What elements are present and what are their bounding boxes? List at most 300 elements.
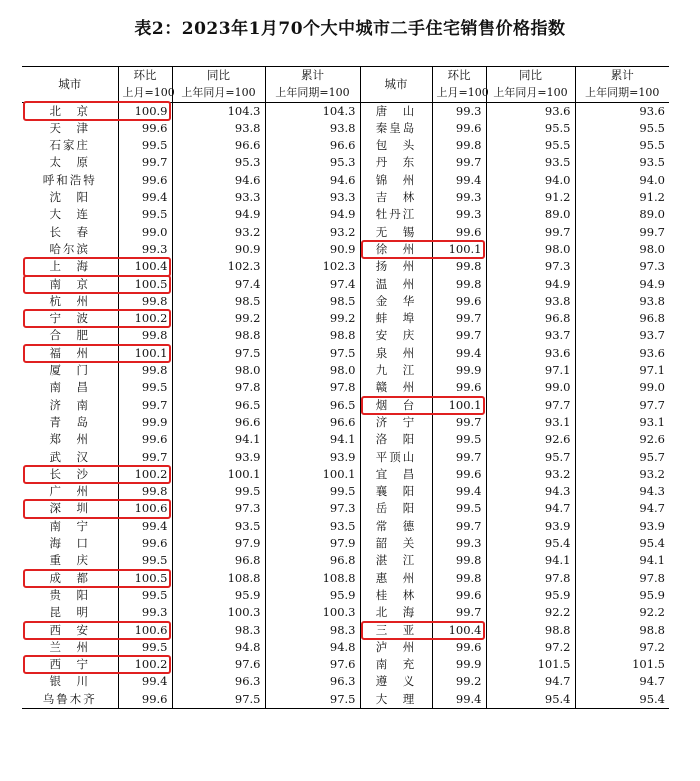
city-name-left: 银 川 xyxy=(22,673,118,690)
yoy-value-right: 95.5 xyxy=(486,120,575,137)
yoy-value-left: 102.3 xyxy=(172,258,265,275)
table-row xyxy=(22,500,669,517)
table-row xyxy=(22,483,669,500)
city-name-right: 惠 州 xyxy=(360,570,432,587)
table-row xyxy=(22,293,669,310)
cum-value-left: 97.3 xyxy=(265,500,360,517)
city-name-left: 西 宁 xyxy=(22,656,118,673)
table-row xyxy=(22,673,669,690)
yoy-value-left: 94.6 xyxy=(172,172,265,189)
cum-value-left: 108.8 xyxy=(265,570,360,587)
mom-value-right: 99.8 xyxy=(432,258,486,275)
yoy-value-right: 94.9 xyxy=(486,276,575,293)
cum-value-right: 97.3 xyxy=(639,259,665,274)
table-row xyxy=(22,466,669,483)
city-name-right: 宜 昌 xyxy=(360,466,432,483)
table-row xyxy=(22,379,669,396)
cum-value-right: 96.8 xyxy=(639,311,665,326)
yoy-value-left: 94.9 xyxy=(172,206,265,223)
city-name-left: 广 州 xyxy=(22,483,118,500)
header-city-right: 城市 xyxy=(360,67,432,103)
yoy-value-right: 95.7 xyxy=(486,449,575,466)
header-cum-right: 累计 xyxy=(575,67,669,85)
yoy-value-left: 96.3 xyxy=(172,673,265,690)
yoy-value-left: 93.2 xyxy=(172,224,265,241)
city-name-right: 无 锡 xyxy=(360,224,432,241)
cum-value-left: 94.8 xyxy=(265,639,360,656)
city-name-right: 吉 林 xyxy=(360,189,432,206)
cum-value-right: 99.0 xyxy=(639,380,665,395)
cum-value-left: 98.3 xyxy=(265,622,360,639)
cum-value-left: 96.6 xyxy=(265,414,360,431)
cum-value-left: 94.6 xyxy=(265,172,360,189)
cum-value-left: 97.8 xyxy=(265,379,360,396)
yoy-value-right: 96.8 xyxy=(486,310,575,327)
city-name-right: 徐 州 xyxy=(360,241,432,258)
cum-value-left: 97.9 xyxy=(265,535,360,552)
cum-value-left: 96.8 xyxy=(265,552,360,569)
yoy-value-right: 93.7 xyxy=(486,327,575,344)
mom-value-right: 99.7 xyxy=(432,604,486,621)
table-row xyxy=(22,310,669,327)
subheader-cum-right: 上年同期=100 xyxy=(575,84,669,102)
cum-value-right: 92.6 xyxy=(639,432,665,447)
mom-value-right: 100.1 xyxy=(432,397,486,414)
cum-value-left: 95.9 xyxy=(265,587,360,604)
city-name-left: 青 岛 xyxy=(22,414,118,431)
mom-value-left: 99.6 xyxy=(118,691,172,709)
mom-value-right: 99.7 xyxy=(432,310,486,327)
city-name-left: 哈尔滨 xyxy=(22,241,118,258)
table-row xyxy=(22,137,669,154)
table-row xyxy=(22,691,669,709)
cum-value-left: 98.8 xyxy=(265,327,360,344)
cum-value-left: 97.5 xyxy=(265,691,360,709)
city-name-left: 上 海 xyxy=(22,258,118,275)
city-name-left: 杭 州 xyxy=(22,293,118,310)
cum-value-right: 98.8 xyxy=(639,622,665,637)
cum-value-right: 94.7 xyxy=(639,501,665,516)
yoy-value-left: 97.6 xyxy=(172,656,265,673)
yoy-value-left: 93.8 xyxy=(172,120,265,137)
table-row xyxy=(22,604,669,621)
mom-value-left: 99.5 xyxy=(118,206,172,223)
table-row xyxy=(22,362,669,379)
city-name-left: 成 都 xyxy=(22,570,118,587)
cum-value-right: 97.8 xyxy=(639,570,665,585)
yoy-value-right: 97.7 xyxy=(486,397,575,414)
yoy-value-left: 97.3 xyxy=(172,500,265,517)
yoy-value-right: 98.8 xyxy=(486,622,575,639)
subheader-cum-left: 上年同期=100 xyxy=(265,84,360,102)
yoy-value-right: 92.6 xyxy=(486,431,575,448)
mom-value-left: 99.0 xyxy=(118,224,172,241)
cum-value-right: 95.4 xyxy=(639,536,665,551)
page-title: 表2：2023年1月70个大中城市二手住宅销售价格指数 xyxy=(134,19,566,39)
city-name-left: 西 安 xyxy=(22,622,118,639)
cum-value-left: 99.2 xyxy=(265,310,360,327)
table-row xyxy=(22,639,669,656)
cum-value-right: 94.7 xyxy=(639,674,665,689)
city-name-right: 大 理 xyxy=(360,691,432,709)
city-name-left: 厦 门 xyxy=(22,362,118,379)
city-name-left: 兰 州 xyxy=(22,639,118,656)
cum-value-right: 94.1 xyxy=(639,553,665,568)
mom-value-left: 99.8 xyxy=(118,293,172,310)
mom-value-left: 99.5 xyxy=(118,639,172,656)
table-row xyxy=(22,154,669,171)
yoy-value-left: 108.8 xyxy=(172,570,265,587)
table-row xyxy=(22,189,669,206)
mom-value-right: 99.8 xyxy=(432,276,486,293)
mom-value-right: 99.6 xyxy=(432,639,486,656)
yoy-value-left: 93.3 xyxy=(172,189,265,206)
yoy-value-left: 97.4 xyxy=(172,276,265,293)
mom-value-left: 100.2 xyxy=(118,466,172,483)
city-name-left: 海 口 xyxy=(22,535,118,552)
cum-value-right: 93.9 xyxy=(639,518,665,533)
yoy-value-left: 99.5 xyxy=(172,483,265,500)
cum-value-right: 91.2 xyxy=(639,190,665,205)
city-name-left: 贵 阳 xyxy=(22,587,118,604)
mom-value-right: 99.8 xyxy=(432,570,486,587)
city-name-left: 深 圳 xyxy=(22,500,118,517)
city-name-left: 长 春 xyxy=(22,224,118,241)
table-row xyxy=(22,102,669,120)
cum-value-left: 102.3 xyxy=(265,258,360,275)
mom-value-right: 99.3 xyxy=(432,189,486,206)
mom-value-left: 99.4 xyxy=(118,673,172,690)
subheader-yoy-left: 上年同月=100 xyxy=(172,84,265,102)
city-name-right: 九 江 xyxy=(360,362,432,379)
subheader-mom-right: 上月=100 xyxy=(432,84,486,102)
table-row xyxy=(22,241,669,258)
mom-value-left: 100.5 xyxy=(118,276,172,293)
city-name-left: 郑 州 xyxy=(22,431,118,448)
mom-value-left: 99.6 xyxy=(118,172,172,189)
cum-value-right: 93.6 xyxy=(639,103,665,118)
mom-value-right: 99.5 xyxy=(432,500,486,517)
city-name-right: 安 庆 xyxy=(360,327,432,344)
city-name-right: 三 亚 xyxy=(360,622,432,639)
yoy-value-left: 97.9 xyxy=(172,535,265,552)
yoy-value-right: 97.8 xyxy=(486,570,575,587)
mom-value-right: 99.4 xyxy=(432,172,486,189)
mom-value-left: 99.5 xyxy=(118,587,172,604)
mom-value-left: 99.3 xyxy=(118,241,172,258)
cum-value-left: 93.8 xyxy=(265,120,360,137)
city-name-right: 遵 义 xyxy=(360,673,432,690)
table-row xyxy=(22,656,669,673)
city-name-right: 烟 台 xyxy=(360,397,432,414)
yoy-value-right: 97.3 xyxy=(486,258,575,275)
yoy-value-right: 97.1 xyxy=(486,362,575,379)
cum-value-right: 95.5 xyxy=(639,120,665,135)
yoy-value-left: 96.8 xyxy=(172,552,265,569)
mom-value-left: 99.5 xyxy=(118,137,172,154)
cum-value-left: 96.3 xyxy=(265,673,360,690)
cum-value-right: 98.0 xyxy=(639,241,665,256)
city-name-right: 南 充 xyxy=(360,656,432,673)
city-name-right: 秦皇岛 xyxy=(360,120,432,137)
yoy-value-right: 94.7 xyxy=(486,500,575,517)
yoy-value-left: 97.5 xyxy=(172,345,265,362)
yoy-value-right: 94.3 xyxy=(486,483,575,500)
city-name-right: 湛 江 xyxy=(360,552,432,569)
header-city-left: 城市 xyxy=(22,67,118,103)
city-name-left: 福 州 xyxy=(22,345,118,362)
table-body xyxy=(22,102,669,708)
mom-value-left: 100.6 xyxy=(118,500,172,517)
yoy-value-right: 94.0 xyxy=(486,172,575,189)
subheader-yoy-right: 上年同月=100 xyxy=(486,84,575,102)
mom-value-right: 99.8 xyxy=(432,137,486,154)
header-mom-right: 环比 xyxy=(432,67,486,85)
table-row xyxy=(22,431,669,448)
yoy-value-right: 93.9 xyxy=(486,518,575,535)
mom-value-right: 100.4 xyxy=(432,622,486,639)
mom-value-right: 99.6 xyxy=(432,293,486,310)
mom-value-left: 100.1 xyxy=(118,345,172,362)
table-row xyxy=(22,587,669,604)
yoy-value-left: 94.8 xyxy=(172,639,265,656)
city-name-right: 丹 东 xyxy=(360,154,432,171)
city-name-right: 唐 山 xyxy=(360,102,432,120)
city-name-left: 宁 波 xyxy=(22,310,118,327)
city-name-right: 包 头 xyxy=(360,137,432,154)
cum-value-right: 93.1 xyxy=(639,414,665,429)
mom-value-right: 99.6 xyxy=(432,120,486,137)
cum-value-left: 104.3 xyxy=(265,102,360,120)
cum-value-right: 93.5 xyxy=(639,155,665,170)
header-cum-left: 累计 xyxy=(265,67,360,85)
mom-value-left: 99.8 xyxy=(118,327,172,344)
city-name-left: 南 宁 xyxy=(22,518,118,535)
mom-value-right: 99.9 xyxy=(432,362,486,379)
table-row xyxy=(22,449,669,466)
mom-value-right: 99.4 xyxy=(432,483,486,500)
mom-value-right: 99.6 xyxy=(432,224,486,241)
city-name-right: 蚌 埠 xyxy=(360,310,432,327)
subheader-mom-left: 上月=100 xyxy=(118,84,172,102)
mom-value-right: 99.7 xyxy=(432,154,486,171)
city-name-left: 南 京 xyxy=(22,276,118,293)
yoy-value-left: 97.5 xyxy=(172,691,265,709)
mom-value-right: 99.7 xyxy=(432,449,486,466)
yoy-value-left: 100.1 xyxy=(172,466,265,483)
yoy-value-right: 98.0 xyxy=(486,241,575,258)
yoy-value-right: 93.8 xyxy=(486,293,575,310)
yoy-value-right: 95.9 xyxy=(486,587,575,604)
yoy-value-right: 92.2 xyxy=(486,604,575,621)
table-row xyxy=(22,414,669,431)
mom-value-left: 99.6 xyxy=(118,120,172,137)
table-row xyxy=(22,327,669,344)
city-name-left: 武 汉 xyxy=(22,449,118,466)
yoy-value-left: 95.9 xyxy=(172,587,265,604)
mom-value-right: 99.6 xyxy=(432,587,486,604)
mom-value-right: 99.6 xyxy=(432,466,486,483)
cum-value-left: 100.1 xyxy=(265,466,360,483)
cum-value-left: 97.4 xyxy=(265,276,360,293)
cum-value-right: 93.7 xyxy=(639,328,665,343)
table-row xyxy=(22,276,669,293)
cum-value-right: 89.0 xyxy=(639,207,665,222)
mom-value-left: 99.7 xyxy=(118,449,172,466)
yoy-value-right: 101.5 xyxy=(486,656,575,673)
yoy-value-left: 100.3 xyxy=(172,604,265,621)
mom-value-left: 99.4 xyxy=(118,518,172,535)
cum-value-left: 99.5 xyxy=(265,483,360,500)
city-name-left: 太 原 xyxy=(22,154,118,171)
mom-value-left: 99.8 xyxy=(118,483,172,500)
city-name-left: 重 庆 xyxy=(22,552,118,569)
mom-value-right: 99.3 xyxy=(432,535,486,552)
mom-value-right: 99.8 xyxy=(432,552,486,569)
mom-value-right: 99.7 xyxy=(432,414,486,431)
cum-value-left: 100.3 xyxy=(265,604,360,621)
yoy-value-right: 91.2 xyxy=(486,189,575,206)
table-row xyxy=(22,518,669,535)
mom-value-left: 100.4 xyxy=(118,258,172,275)
cum-value-left: 90.9 xyxy=(265,241,360,258)
table-row xyxy=(22,622,669,639)
table-row xyxy=(22,535,669,552)
table-row xyxy=(22,397,669,414)
city-name-left: 昆 明 xyxy=(22,604,118,621)
yoy-value-right: 99.0 xyxy=(486,379,575,396)
cum-value-right: 97.7 xyxy=(639,397,665,412)
yoy-value-left: 98.5 xyxy=(172,293,265,310)
yoy-value-left: 96.5 xyxy=(172,397,265,414)
mom-value-left: 100.6 xyxy=(118,622,172,639)
header-yoy-right: 同比 xyxy=(486,67,575,85)
cum-value-left: 97.5 xyxy=(265,345,360,362)
city-name-right: 韶 关 xyxy=(360,535,432,552)
yoy-value-left: 98.8 xyxy=(172,327,265,344)
cum-value-right: 94.3 xyxy=(639,484,665,499)
mom-value-right: 99.4 xyxy=(432,345,486,362)
yoy-value-left: 93.9 xyxy=(172,449,265,466)
yoy-value-left: 93.5 xyxy=(172,518,265,535)
city-name-right: 金 华 xyxy=(360,293,432,310)
yoy-value-right: 93.1 xyxy=(486,414,575,431)
cum-value-right: 95.7 xyxy=(639,449,665,464)
yoy-value-right: 93.2 xyxy=(486,466,575,483)
cum-value-left: 96.6 xyxy=(265,137,360,154)
cum-value-right: 99.7 xyxy=(639,224,665,239)
cum-value-right: 101.5 xyxy=(632,657,665,672)
mom-value-right: 99.3 xyxy=(432,206,486,223)
cum-value-right: 95.4 xyxy=(575,691,669,709)
cum-value-left: 93.2 xyxy=(265,224,360,241)
cum-value-left: 93.9 xyxy=(265,449,360,466)
cum-value-right: 93.8 xyxy=(639,293,665,308)
city-name-left: 乌鲁木齐 xyxy=(22,691,118,709)
header-mom-left: 环比 xyxy=(118,67,172,85)
city-name-right: 桂 林 xyxy=(360,587,432,604)
mom-value-left: 99.6 xyxy=(118,431,172,448)
city-name-right: 平顶山 xyxy=(360,449,432,466)
table-row xyxy=(22,120,669,137)
mom-value-left: 100.2 xyxy=(118,310,172,327)
yoy-value-right: 89.0 xyxy=(486,206,575,223)
mom-value-left: 99.4 xyxy=(118,189,172,206)
cum-value-left: 93.3 xyxy=(265,189,360,206)
yoy-value-right: 94.7 xyxy=(486,673,575,690)
city-name-right: 泉 州 xyxy=(360,345,432,362)
city-name-left: 石家庄 xyxy=(22,137,118,154)
yoy-value-left: 90.9 xyxy=(172,241,265,258)
mom-value-left: 100.2 xyxy=(118,656,172,673)
cum-value-right: 94.9 xyxy=(639,276,665,291)
cum-value-left: 94.1 xyxy=(265,431,360,448)
mom-value-left: 99.9 xyxy=(118,414,172,431)
city-name-left: 合 肥 xyxy=(22,327,118,344)
city-name-right: 泸 州 xyxy=(360,639,432,656)
city-name-right: 济 宁 xyxy=(360,414,432,431)
city-name-right: 锦 州 xyxy=(360,172,432,189)
mom-value-left: 99.7 xyxy=(118,154,172,171)
table-row xyxy=(22,224,669,241)
city-name-left: 沈 阳 xyxy=(22,189,118,206)
city-name-right: 牡丹江 xyxy=(360,206,432,223)
yoy-value-left: 96.6 xyxy=(172,137,265,154)
city-name-right: 岳 阳 xyxy=(360,500,432,517)
yoy-value-left: 94.1 xyxy=(172,431,265,448)
cum-value-left: 93.5 xyxy=(265,518,360,535)
table-row xyxy=(22,552,669,569)
mom-value-right: 99.9 xyxy=(432,656,486,673)
city-name-right: 北 海 xyxy=(360,604,432,621)
yoy-value-right: 93.6 xyxy=(486,345,575,362)
mom-value-right: 99.7 xyxy=(432,327,486,344)
cum-value-right: 94.0 xyxy=(639,172,665,187)
yoy-value-left: 96.6 xyxy=(172,414,265,431)
yoy-value-right: 97.2 xyxy=(486,639,575,656)
price-index-table xyxy=(22,66,669,709)
yoy-value-left: 98.0 xyxy=(172,362,265,379)
city-name-left: 大 连 xyxy=(22,206,118,223)
yoy-value-left: 104.3 xyxy=(172,102,265,120)
mom-value-right: 99.3 xyxy=(432,102,486,120)
mom-value-right: 99.4 xyxy=(432,691,486,709)
cum-value-right: 95.9 xyxy=(639,587,665,602)
cum-value-right: 97.2 xyxy=(639,639,665,654)
cum-value-right: 93.2 xyxy=(639,466,665,481)
cum-value-left: 95.3 xyxy=(265,154,360,171)
yoy-value-right: 95.4 xyxy=(486,535,575,552)
table-row xyxy=(22,258,669,275)
yoy-value-left: 97.8 xyxy=(172,379,265,396)
cum-value-right: 95.5 xyxy=(639,138,665,153)
mom-value-left: 99.8 xyxy=(118,362,172,379)
yoy-value-right: 95.5 xyxy=(486,137,575,154)
cum-value-right: 92.2 xyxy=(639,605,665,620)
cum-value-left: 96.5 xyxy=(265,397,360,414)
city-name-right: 扬 州 xyxy=(360,258,432,275)
mom-value-right: 99.2 xyxy=(432,673,486,690)
city-name-right: 常 德 xyxy=(360,518,432,535)
city-name-right: 温 州 xyxy=(360,276,432,293)
mom-value-left: 99.5 xyxy=(118,552,172,569)
mom-value-right: 99.6 xyxy=(432,379,486,396)
cum-value-left: 94.9 xyxy=(265,206,360,223)
mom-value-left: 99.7 xyxy=(118,397,172,414)
yoy-value-left: 98.3 xyxy=(172,622,265,639)
table-row xyxy=(22,206,669,223)
mom-value-right: 100.1 xyxy=(432,241,486,258)
